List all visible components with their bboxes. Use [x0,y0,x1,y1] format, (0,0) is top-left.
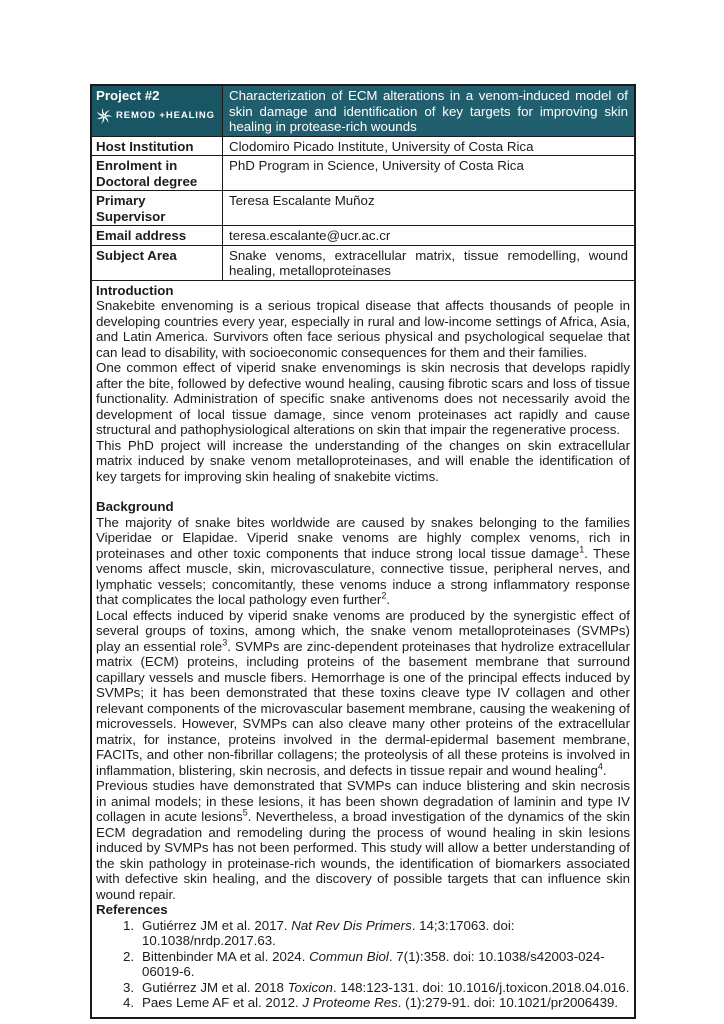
project-header-left-cell [92,86,223,136]
swirl-pinwheel-icon [96,108,112,124]
reference-text: Paes Leme AF et al. 2012. J Proteome Res. (1):279-91. doi: 10.1021/pr2006439. [142,995,619,1010]
row-label: Subject Area [92,246,223,280]
row-label: Host Institution [92,137,223,156]
table-row-primary-supervisor [92,191,634,226]
reference-number: 2. [123,948,135,964]
paragraph: This PhD project will increase the understanding of the changes on skin extracellular matrix induced by snake venom metalloproteinases, and will enable the identification of key targets for improving skin healing of snakebite victims. [96,437,630,484]
project-number: Project #2 [96,88,160,103]
reference-text: Gutiérrez JM et al. 2018 Toxicon. 148:123-131. doi: 10.1016/j.toxicon.2018.04.016. [142,979,630,995]
row-value: Clodomiro Picado Institute, University of Costa Rica [229,138,534,154]
reference-text: Gutiérrez JM et al. 2017. Nat Rev Dis Primers. 14;3:17063. doi: 10.1038/nrdp.2017.63. [142,917,515,948]
references-heading: References [96,902,168,917]
reference-item [96,918,630,949]
table-row-host-institution [92,137,634,157]
section-heading: Background [96,499,174,514]
project-title: Characterization of ECM alterations in a venom-induced model of skin damage and identification of key targets for improving skin healing in protease-rich wounds [223,86,634,136]
document-body-cell [92,281,634,1017]
reference-number: 4. [123,995,135,1010]
table-row-enrolment [92,156,634,191]
paragraph: One common effect of viperid snake envenomings is skin necrosis that develops rapidly after the bite, followed by defective wound healing, causing fibrotic scars and loss of tissue functionality. Administration of specific snake antivenoms does not necessarily avoid the development of local tissue damage, since venom proteinases act rapidly and cause structural and pathophysiological alterations on skin that impair the regenerative process. [96,360,630,437]
reference-item [96,980,630,996]
references-container [96,902,630,1011]
paragraph: The majority of snake bites worldwide are caused by snakes belonging to the families Viperidae or Elapidae. Viperid snake venoms are highly complex venoms, rich in proteinases and other toxic components that induce strong local tissue damage$^1$. These venoms affect muscle, skin, microvasculature, connective tissue, peripheral nerves, and lymphatic vessels; concomitantly, these venoms induce a strong inflammatory response that complicates the local pathology even further$^2$. [96,514,630,607]
paragraph: Previous studies have demonstrated that SVMPs can induce blistering and skin necrosis in animal models; in these lesions, it has been shown degradation of laminin and type IV collagen in acute lesions$^5$. Nevertheless, a broad investigation of the dynamics of the skin ECM degradation and remodeling during the process of wound healing in skin lesions induced by SVMPs has not been performed. This study will allow a better understanding of the skin pathology in proteinase-rich wounds, the identification of biomarkers associated with defective skin healing, and the discovery of possible targets that can influence skin wound repair. [96,778,630,902]
section-heading: Introduction [96,282,174,298]
brand-name: REMOD +HEALING [116,109,215,121]
remod-healing-brand [96,108,218,124]
section-spacer [96,484,630,499]
reference-number: 1. [123,917,135,933]
reference-text: Bittenbinder MA et al. 2024. Commun Biol. 7(1):358. doi: 10.1038/s42003-024-06019-6. [142,948,605,979]
paragraph: Local effects induced by viperid snake venoms are produced by the synergistic effect of several groups of toxins, among which, the snake venom metalloproteinases (SVMPs) play an essential role$^3$. SVMPs are zinc-dependent proteinases that hydrolize extracellular matrix (ECM) proteins, including proteins of the basement membrane that surround capillary vessels and muscle fibers. Hemorrhage is one of the principal effects induced by SVMPs; it has been demonstrated that these toxins cleave type IV collagen and other relevant components of the microvascular basement membrane, causing the weakening of microvessels. However, SVMPs can also cleave many other proteins of the extracellular matrix, for instance, proteins involved in the dermal-epidermal basement membrane, FACITs, and other non-fibrillar collagens; the proteolysis of all these proteins is involved in inflammation, blistering, skin necrosis, and defects in tissue repair and wound healing$^4$. [96,607,630,778]
sections-container [96,283,630,903]
row-value: Teresa Escalante Muñoz [229,193,375,208]
reference-number: 3. [123,979,135,995]
paragraph: Snakebite envenoming is a serious tropical disease that affects thousands of people in developing countries every year, especially in rural and low-income settings of Africa, Asia, and Latin America. Survivors often face serious physical and psychological sequelae that can lead to disability, with socioeconomic consequences for them and their families. [96,298,630,360]
row-label: Primary Supervisor [92,191,223,225]
row-label: Enrolment in Doctoral degree [92,156,223,190]
row-value: PhD Program in Science, University of Costa Rica [229,158,524,173]
reference-item [96,995,630,1011]
table-row-email-address [92,226,634,246]
project-table [90,84,636,1019]
row-value: Snake venoms, extracellular matrix, tissue remodelling, wound healing, metalloproteinases [229,247,628,278]
row-label: Email address [92,226,223,245]
table-row-subject-area [92,246,634,281]
project-header-row [92,86,634,137]
row-value: teresa.escalante@ucr.ac.cr [229,228,391,243]
reference-item [96,949,630,980]
